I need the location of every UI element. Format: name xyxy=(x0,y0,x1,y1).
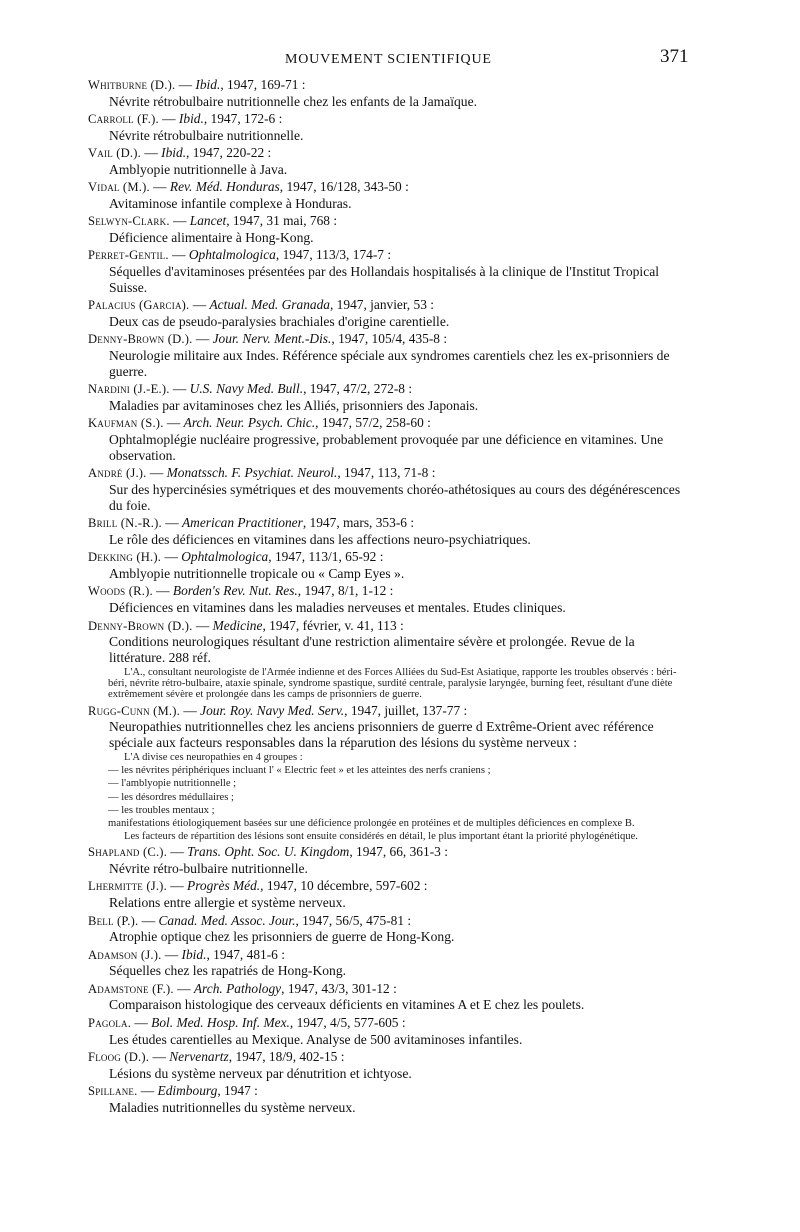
entry-citation: Palacius (Garcia). — Actual. Med. Granada, 1947, janvier, 53 : xyxy=(88,297,434,313)
entry-description: Amblyopie nutritionnelle à Java. xyxy=(109,161,288,177)
bibliography-entry xyxy=(88,981,692,1014)
entry-journal: Ophtalmologica xyxy=(188,247,276,263)
entry-author: Adamson (J.). xyxy=(88,947,162,962)
running-title: MOUVEMENT SCIENTIFIQUE xyxy=(285,52,492,67)
entry-author: Vail (D.). xyxy=(88,146,142,161)
entry-reference: , 1947, 18/9, 402-15 : xyxy=(228,1048,345,1064)
entry-author: Palacius (Garcia). xyxy=(88,298,190,313)
entry-note: — les troubles mentaux ; xyxy=(108,804,215,816)
entry-reference: , 1947, 169-71 : xyxy=(220,77,306,92)
entry-note: — les désordres médullaires ; xyxy=(108,791,234,803)
entry-description: Avitaminose infantile complexe à Honduras. xyxy=(109,196,352,212)
entry-author: Rugg-Cunn (M.). xyxy=(88,703,181,718)
entry-journal: Edimbourg xyxy=(157,1082,218,1098)
entry-reference: , 1947, 220-22 : xyxy=(186,145,272,161)
entry-citation: Kaufman (S.). — Arch. Neur. Psych. Chic., 1947, 57/2, 258-60 : xyxy=(88,415,431,431)
bibliography-entry xyxy=(88,878,692,911)
bibliography-entry xyxy=(88,415,692,463)
bibliography-entry xyxy=(88,111,692,144)
bibliography-entry xyxy=(88,844,692,877)
entry-citation: Adamstone (F.). — Arch. Pathology, 1947, 43/3, 301-12 : xyxy=(88,980,397,996)
entry-citation: Nardini (J.-E.). — U.S. Navy Med. Bull., 1947, 47/2, 272-8 : xyxy=(88,381,413,397)
entry-journal: Jour. Nerv. Ment.-Dis. xyxy=(212,331,332,347)
entry-journal: Ibid. xyxy=(161,145,187,161)
entry-journal: U.S. Navy Med. Bull. xyxy=(189,381,304,397)
bibliography-list xyxy=(88,77,692,1117)
entry-description: Neurologie militaire aux Indes. Référence spéciale aux syndromes carentiels chez les ex-prisonniers de guerre. xyxy=(109,348,670,380)
entry-reference: , 1947, 113/1, 65-92 : xyxy=(268,549,384,565)
entry-description: Ophtalmoplégie nucléaire progressive, probablement provoquée par une déficience en vitamines. Une observation. xyxy=(109,432,664,464)
entry-description: Maladies nutritionnelles du système nerveux. xyxy=(109,1099,356,1115)
entry-citation: Selwyn-Clark. — Lancet, 1947, 31 mai, 768 : xyxy=(88,213,338,229)
entry-description: Comparaison histologique des cerveaux déficients en vitamines A et E chez les poulets. xyxy=(109,997,585,1013)
entry-reference: , 1947, janvier, 53 : xyxy=(329,297,434,313)
entry-journal: Bol. Med. Hosp. Inf. Mex. xyxy=(151,1014,290,1030)
entry-journal: Arch. Pathology xyxy=(193,980,282,996)
entry-reference: , 1947, 31 mai, 768 : xyxy=(226,213,338,229)
entry-reference: , 1947, 16/128, 343-50 : xyxy=(279,179,409,195)
entry-citation: Denny-Brown (D.). — Jour. Nerv. Ment.-Dis., 1947, 105/4, 435-8 : xyxy=(88,331,448,347)
entry-journal: Rev. Méd. Honduras xyxy=(169,179,280,195)
bibliography-entry xyxy=(88,1049,692,1082)
entry-reference: , 1947, 56/5, 475-81 : xyxy=(295,912,412,928)
bibliography-entry xyxy=(88,213,692,246)
entry-reference: , 1947, 66, 361-3 : xyxy=(349,844,448,860)
entry-journal: Progrès Méd. xyxy=(187,878,261,894)
entry-journal: Monatssch. F. Psychiat. Neurol. xyxy=(166,465,338,481)
entry-citation: Pagola. — Bol. Med. Hosp. Inf. Mex., 1947, 4/5, 577-605 : xyxy=(88,1014,406,1030)
bibliography-entry xyxy=(88,297,692,330)
entry-author: Bell (P.). xyxy=(88,913,139,928)
entry-journal: Jour. Roy. Navy Med. Serv. xyxy=(200,702,345,718)
entry-author: Brill (N.-R.). xyxy=(88,516,162,531)
entry-journal: American Practitioner xyxy=(181,515,303,531)
entry-description: Névrite rétro-bulbaire nutritionnelle. xyxy=(109,861,308,877)
entry-description: Amblyopie nutritionnelle tropicale ou « Camp Eyes ». xyxy=(109,566,405,582)
entry-citation: Whitburne (D.). — Ibid., 1947, 169-71 : xyxy=(88,77,306,92)
entry-journal: Ibid. xyxy=(195,77,221,92)
entry-citation: Vail (D.). — Ibid., 1947, 220-22 : xyxy=(88,145,272,161)
entry-reference: , 1947, juillet, 137-77 : xyxy=(344,702,468,718)
entry-journal: Nervenartz xyxy=(169,1048,229,1064)
bibliography-entry xyxy=(88,77,692,110)
page-header xyxy=(0,46,800,76)
entry-note: — les névrites périphériques incluant l' « Electric feet » et les atteintes des nerfs craniens ; xyxy=(108,765,491,777)
entry-note: L'A., consultant neurologiste de l'Armée indienne et des Forces Alliées du Sud-Est Asiatique, rapporte les troubles observés : béri-béri, névrite rétro-bulbaire, ataxie spinale, syndrome spastique, surdité centrale, paralysie laryngée, burning feet, résultant d'une diète extrêmement sévère et prolongée dans les camps de prisonniers de guerre. xyxy=(108,666,677,701)
bibliography-entry xyxy=(88,913,692,946)
entry-author: Pagola. xyxy=(88,1015,132,1030)
entry-author: Woods (R.). xyxy=(88,584,153,599)
entry-author: Lhermitte (J.). xyxy=(88,879,167,894)
entry-reference: , 1947, 10 décembre, 597-602 : xyxy=(260,878,428,894)
entry-citation: Rugg-Cunn (M.). — Jour. Roy. Navy Med. Serv., 1947, juillet, 137-77 : xyxy=(88,702,468,718)
entry-citation: Denny-Brown (D.). — Medicine, 1947, février, v. 41, 113 : xyxy=(88,617,404,633)
bibliography-entry xyxy=(88,1083,692,1116)
entry-citation: Brill (N.-R.). — American Practitioner, 1947, mars, 353-6 : xyxy=(88,515,415,531)
entry-description: Séquelles d'avitaminoses présentées par des Hollandais hospitalisés à la clinique de l'Institut Tropical Suisse. xyxy=(109,264,660,296)
entry-journal: Canad. Med. Assoc. Jour. xyxy=(158,912,296,928)
bibliography-entry xyxy=(88,331,692,379)
entry-author: Spillane. xyxy=(88,1083,138,1098)
entry-author: Whitburne (D.). xyxy=(88,78,176,92)
entry-citation: Woods (R.). — Borden's Rev. Nut. Res., 1947, 8/1, 1-12 : xyxy=(88,583,394,599)
entry-author: Nardini (J.-E.). xyxy=(88,382,170,397)
entry-journal: Ibid. xyxy=(181,946,207,962)
entry-description: Déficience alimentaire à Hong-Kong. xyxy=(109,230,314,246)
entry-note: — l'amblyopie nutritionnelle ; xyxy=(108,778,237,790)
entry-description: Atrophie optique chez les prisonniers de guerre de Hong-Kong. xyxy=(109,929,455,945)
page-number: 371 xyxy=(660,46,689,67)
entry-citation: Bell (P.). — Canad. Med. Assoc. Jour., 1947, 56/5, 475-81 : xyxy=(88,912,412,928)
entry-reference: , 1947 : xyxy=(217,1082,258,1098)
entry-description: Névrite rétrobulbaire nutritionnelle chez les enfants de la Jamaïque. xyxy=(109,93,478,109)
entry-journal: Ophtalmologica xyxy=(181,549,269,565)
entry-citation: Adamson (J.). — Ibid., 1947, 481-6 : xyxy=(88,946,285,962)
entry-reference: , 1947, mars, 353-6 : xyxy=(302,515,415,531)
entry-description: Déficiences en vitamines dans les maladies nerveuses et mentales. Etudes cliniques. xyxy=(109,600,566,616)
entry-citation: Spillane. — Edimbourg, 1947 : xyxy=(88,1082,258,1098)
entry-author: Floog (D.). xyxy=(88,1049,150,1064)
entry-author: Adamstone (F.). xyxy=(88,981,174,996)
entry-reference: , 1947, 8/1, 1-12 : xyxy=(297,583,394,599)
entry-author: Denny-Brown (D.). xyxy=(88,618,193,633)
entry-description: Neuropathies nutritionnelles chez les anciens prisonniers de guerre d Extrême-Orient avec référence spéciale aux facteurs responsables dans la réparution des lésions du système nerveux : xyxy=(109,719,654,751)
entry-reference: , 1947, 4/5, 577-605 : xyxy=(289,1014,406,1030)
entry-citation: Floog (D.). — Nervenartz, 1947, 18/9, 402-15 : xyxy=(88,1048,345,1064)
bibliography-entry xyxy=(88,515,692,548)
entry-reference: , 1947, 43/3, 301-12 : xyxy=(281,980,397,996)
bibliography-entry xyxy=(88,247,692,295)
entry-citation: Shapland (C.). — Trans. Opht. Soc. U. Kingdom, 1947, 66, 361-3 : xyxy=(88,844,448,860)
entry-description: Névrite rétrobulbaire nutritionnelle. xyxy=(109,127,304,143)
entry-author: Denny-Brown (D.). xyxy=(88,332,193,347)
entry-author: Vidal (M.). xyxy=(88,180,150,195)
entry-citation: Lhermitte (J.). — Progrès Méd., 1947, 10 décembre, 597-602 : xyxy=(88,878,428,894)
entry-author: Dekking (H.). xyxy=(88,550,162,565)
bibliography-entry xyxy=(88,465,692,513)
entry-author: Perret-Gentil. xyxy=(88,248,169,263)
entry-description: Conditions neurologiques résultant d'une restriction alimentaire sévère et prolongée. Revue de la littérature. 288 réf. xyxy=(109,634,635,666)
bibliography-entry xyxy=(88,179,692,212)
entry-reference: , 1947, 172-6 : xyxy=(203,111,283,127)
entry-journal: Medicine xyxy=(212,617,263,633)
entry-description: Les études carentielles au Mexique. Analyse de 500 avitaminoses infantiles. xyxy=(109,1031,523,1047)
bibliography-entry xyxy=(88,549,692,582)
entry-author: Selwyn-Clark. xyxy=(88,214,170,229)
entry-citation: Carroll (F.). — Ibid., 1947, 172-6 : xyxy=(88,111,283,127)
entry-reference: , 1947, 57/2, 258-60 : xyxy=(315,415,431,431)
entry-description: Maladies par avitaminoses chez les Alliés, prisonniers des Japonais. xyxy=(109,398,479,414)
entry-journal: Trans. Opht. Soc. U. Kingdom xyxy=(187,844,350,860)
entry-note: Les facteurs de répartition des lésions sont ensuite considérés en détail, le plus important étant la priorité phylogénétique. xyxy=(124,831,638,843)
entry-citation: André (J.). — Monatssch. F. Psychiat. Neurol., 1947, 113, 71-8 : xyxy=(88,465,436,481)
entry-description: Relations entre allergie et système nerveux. xyxy=(109,895,346,911)
entry-author: Shapland (C.). xyxy=(88,845,168,860)
bibliography-entry xyxy=(88,947,692,980)
entry-reference: , 1947, 105/4, 435-8 : xyxy=(331,331,448,347)
entry-reference: , 1947, 113, 71-8 : xyxy=(337,465,436,481)
entry-author: Carroll (F.). xyxy=(88,112,159,127)
entry-citation: Dekking (H.). — Ophtalmologica, 1947, 113/1, 65-92 : xyxy=(88,549,384,565)
entry-journal: Arch. Neur. Psych. Chic. xyxy=(183,415,316,431)
entry-description: Lésions du système nerveux par dénutrition et ichtyose. xyxy=(109,1065,412,1081)
bibliography-entry xyxy=(88,618,692,701)
entry-description: Deux cas de pseudo-paralysies brachiales d'origine carentielle. xyxy=(109,314,450,330)
bibliography-entry xyxy=(88,145,692,178)
entry-reference: , 1947, 113/3, 174-7 : xyxy=(275,247,392,263)
entry-reference: , 1947, 481-6 : xyxy=(206,946,285,962)
bibliography-entry xyxy=(88,583,692,616)
entry-citation: Perret-Gentil. — Ophtalmologica, 1947, 113/3, 174-7 : xyxy=(88,247,392,263)
bibliography-entry xyxy=(88,703,692,843)
entry-author: André (J.). xyxy=(88,466,147,481)
entry-description: Sur des hypercinésies symétriques et des mouvements choréo-athétosiques au cours des dégénérescences du foie. xyxy=(109,482,681,513)
entry-author: Kaufman (S.). xyxy=(88,416,164,431)
entry-journal: Actual. Med. Granada xyxy=(209,297,330,313)
entry-reference: , 1947, février, v. 41, 113 : xyxy=(262,617,404,633)
bibliography-entry xyxy=(88,381,692,414)
entry-reference: , 1947, 47/2, 272-8 : xyxy=(303,381,413,397)
entry-journal: Lancet xyxy=(189,213,227,229)
entry-description: Séquelles chez les rapatriés de Hong-Kong. xyxy=(109,963,347,979)
entry-journal: Borden's Rev. Nut. Res. xyxy=(172,583,298,599)
entry-note: L'A divise ces neuropathies en 4 groupes : xyxy=(124,751,303,763)
entry-note: manifestations étiologiquement basées sur une déficience prolongée en protéines et de multiples déficiences en complexe B. xyxy=(108,817,635,829)
entry-journal: Ibid. xyxy=(178,111,204,127)
bibliography-entry xyxy=(88,1015,692,1048)
entry-citation: Vidal (M.). — Rev. Méd. Honduras, 1947, 16/128, 343-50 : xyxy=(88,179,409,195)
entry-description: Le rôle des déficiences en vitamines dans les affections neuro-psychiatriques. xyxy=(109,532,531,548)
